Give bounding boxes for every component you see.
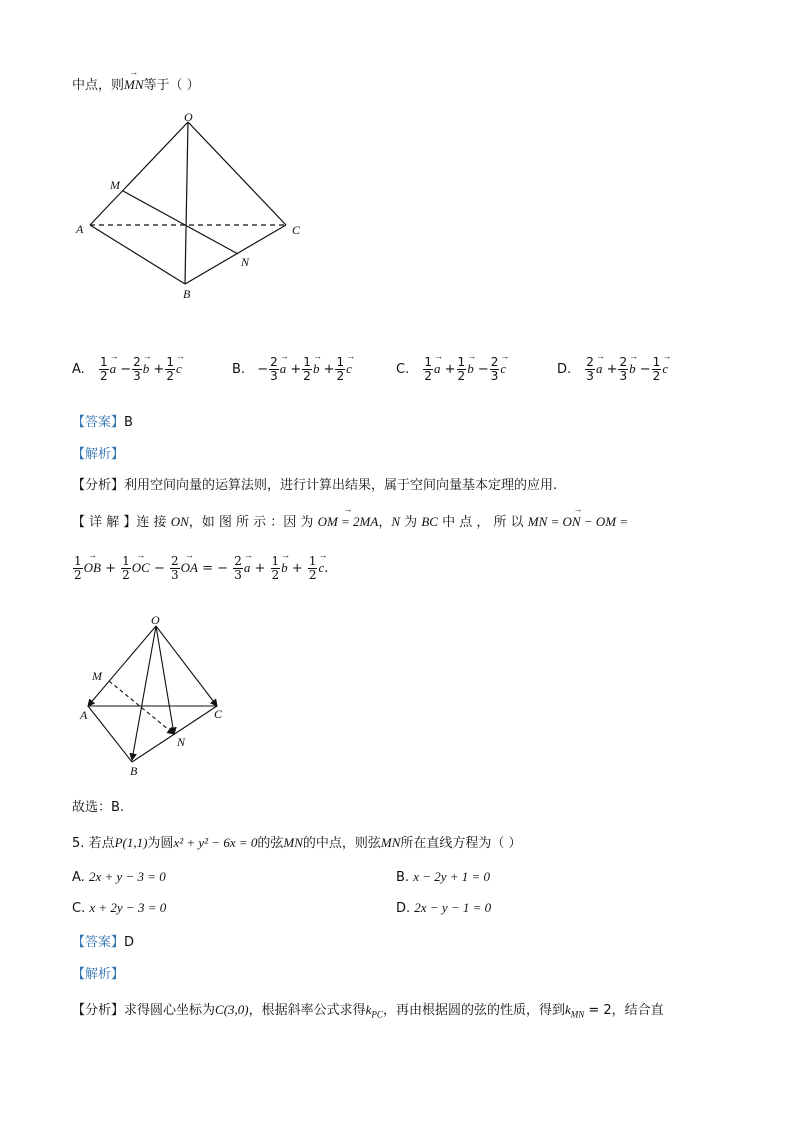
label-B: B	[183, 287, 191, 301]
q4-option-A[interactable]: A. $\frac{1}{2}$ → a − $\frac{2}{3}$ → b + $\frac{1}{2}$ → c	[72, 356, 182, 383]
edge-AB	[90, 225, 185, 284]
q4-option-D[interactable]: D. $\frac{2}{3}$ → a + $\frac{2}{3}$ → b − $\frac{1}{2}$ → c	[557, 356, 668, 383]
q4-answer	[72, 411, 133, 430]
q5-fenxi: 【分析】求得圆心坐标为C(3,0)，根据斜率公式求得$k_{PC}$，再由根据圆的弦的性质，得到$k_{MN} = 2$，结合直	[72, 1002, 664, 1020]
label-O: O	[151, 613, 160, 627]
edge-OC	[188, 122, 286, 225]
vector-OC	[156, 626, 217, 706]
q5-analysis-tag: 【解析】	[72, 967, 125, 982]
label-O: O	[184, 110, 193, 124]
q4-stem-suffix: 等于（ ）	[143, 78, 200, 93]
q4-stem	[72, 74, 200, 93]
label-A: A	[76, 222, 84, 236]
label-M: M	[110, 178, 120, 192]
option-letter: D.	[557, 362, 572, 377]
answer-value: D	[124, 935, 135, 950]
option-letter: A.	[72, 362, 85, 377]
label-B: B	[130, 764, 138, 778]
q4-option-C[interactable]: C. $\frac{1}{2}$ → a + $\frac{1}{2}$ → b − $\frac{2}{3}$ → c	[396, 356, 506, 383]
label-N: N	[177, 735, 186, 749]
vector-OA	[88, 626, 156, 706]
tetrahedron-figure-1	[70, 108, 340, 303]
q5-option-C[interactable]: C. x + 2y − 3 = 0	[72, 900, 167, 916]
option-letter: C.	[396, 362, 410, 377]
q5-answer	[72, 931, 134, 950]
vector-ON	[156, 626, 174, 734]
q4-xiangjie-line1: 【 详 解 】连 接 ON，如 图 所 示 ：因 为 → OM = 2MA，N 为 BC 中 点 ， 所 以 → MN = ON − OM =	[72, 511, 628, 530]
q4-option-B[interactable]: B. − $\frac{2}{3}$ → a + $\frac{1}{2}$ → b + $\frac{1}{2}$ → c	[232, 356, 352, 383]
label-C: C	[214, 707, 223, 721]
edge-OA	[90, 122, 188, 225]
q4-xiangjie-line2: $\frac{1}{2}$ → OB + $\frac{1}{2}$ → OC − $\frac{2}{3}$ → OA = − $\frac{2}{3}$ → a + $\frac{1}{2}$ → b + $\frac{1}{2}$ → c.	[72, 555, 328, 582]
q5-stem: 5. 若点P(1,1)为圆x² + y² − 6x = 0的弦MN的中点，则弦MN所在直线方程为（ ）	[72, 835, 522, 851]
answer-tag: 【答案】	[72, 415, 125, 430]
fenxi-tag: 【分析】	[72, 478, 125, 493]
label-N: N	[241, 255, 250, 269]
q4-choose: 故选：B.	[72, 800, 125, 815]
option-letter: B.	[232, 362, 246, 377]
answer-tag: 【答案】	[72, 935, 125, 950]
q4-fenxi	[72, 474, 557, 493]
edge-AB	[88, 706, 132, 762]
tetrahedron-figure-2	[72, 612, 242, 782]
q5-option-D[interactable]: D. 2x − y − 1 = 0	[396, 900, 492, 916]
q5-option-A[interactable]: A. 2x + y − 3 = 0	[72, 869, 166, 885]
edge-BC	[132, 706, 217, 762]
label-M: M	[92, 669, 102, 683]
q4-stem-prefix: 中点，则	[72, 78, 125, 93]
segment-MN	[123, 191, 238, 254]
q4-analysis-tag: 【解析】	[72, 447, 125, 462]
label-A: A	[80, 708, 88, 722]
edge-OB	[185, 122, 188, 284]
fenxi-text: 利用空间向量的运算法则，进行计算出结果，属于空间向量基本定理的应用.	[124, 478, 558, 493]
q4-stem-vector: → MN	[124, 77, 144, 93]
label-C: C	[292, 223, 301, 237]
vector-OB	[132, 626, 156, 760]
answer-value: B	[124, 415, 133, 430]
q5-option-B[interactable]: B. x − 2y + 1 = 0	[396, 869, 491, 885]
